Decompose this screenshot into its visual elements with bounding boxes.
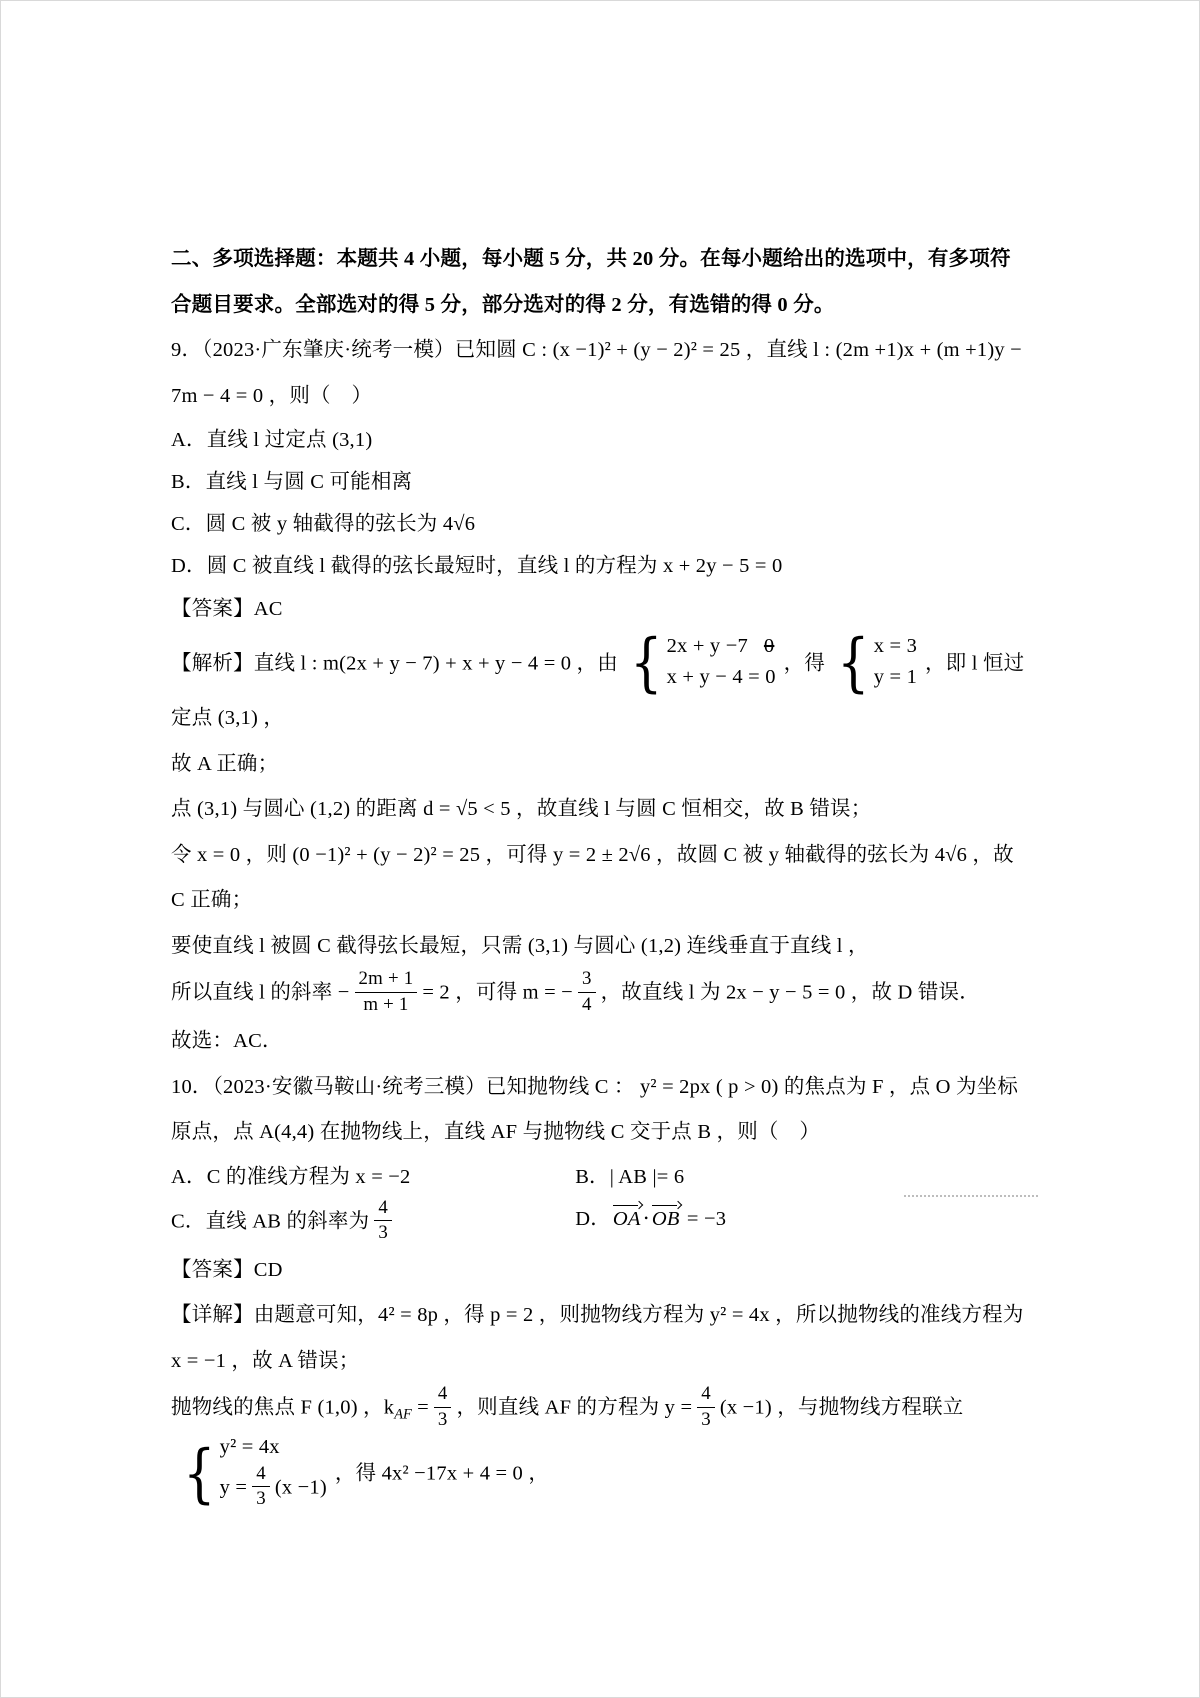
- q9-stem: 9．（2023·广东肇庆·统考一模）已知圆 C : (x −1)² + (y − 2)² = 25 ，直线 l : (2m +1)x + (m +1)y − 7m − 4 = 0 ，则（ ）: [171, 339, 1022, 407]
- q9-answer: 【答案】AC: [171, 598, 283, 621]
- text-run: 抛物线的焦点 F (1,0) ，k: [171, 1396, 395, 1419]
- system-equation: y = 1: [873, 666, 918, 689]
- system-equation: x + y − 4 = 0: [666, 666, 776, 689]
- text-run: = 2 ，可得 m = −: [422, 981, 573, 1004]
- fraction: $\frac{3}{4}$: [578, 967, 596, 1017]
- left-brace: {: [837, 624, 870, 699]
- equation-system: [179, 1432, 327, 1514]
- q10-answer: 【答案】CD: [171, 1258, 283, 1281]
- equation-system: [833, 624, 918, 699]
- left-brace: {: [630, 624, 663, 699]
- text-run: ，得: [783, 652, 826, 675]
- fraction: $\frac{4}{3}$: [434, 1382, 452, 1432]
- q10-options-row-2: [171, 1198, 1031, 1248]
- text-run: ，即 l 恒过定点 (3,1) ，: [171, 652, 1025, 730]
- q9-solution-line-3: 点 (3,1) 与圆心 (1,2) 的距离 d = √5 < 5 ，故直线 l 与圆 C 恒相交，故 B 错误；: [171, 798, 872, 821]
- fraction: $\frac{4}{3}$: [374, 1196, 392, 1246]
- q9-option-d: D．圆 C 被直线 l 截得的弦长最短时，直线 l 的方程为 x + 2y − 5 = 0: [171, 555, 783, 578]
- q10-option-b: B．| AB |= 6: [575, 1165, 685, 1188]
- q10-solution-line-3: [171, 1434, 1031, 1516]
- q10-solution-line-1: 【详解】由题意可知，4² = 8p ，得 p = 2 ，则抛物线方程为 y² = 4x ，所以抛物线的准线方程为 x = −1 ，故 A 错误；: [171, 1304, 1024, 1372]
- equation-system: [626, 624, 776, 699]
- text-run: =: [417, 1396, 429, 1419]
- q9-solution-line-1: [171, 624, 1031, 742]
- text-run: 所以直线 l 的斜率 −: [171, 981, 350, 1004]
- q9-option-a: A．直线 l 过定点 (3,1): [171, 429, 373, 451]
- q9-conclusion: 故选：AC．: [171, 1030, 283, 1053]
- system-equation: y = $\frac{4}{3}$ (x −1): [220, 1464, 327, 1514]
- q10-stem: 10．（2023·安徽马鞍山·统考三模）已知抛物线 C ： y² = 2px ( p > 0) 的焦点为 F ，点 O 为坐标原点，点 A(4,4) 在抛物线上，直线 AF 与抛物线 C 交于点 B ，则（ ）: [171, 1075, 1019, 1144]
- q9-solution-line-2: 故 A 正确；: [171, 752, 279, 775]
- q10-solution-line-2: [171, 1384, 1031, 1434]
- q10-option-a: A．C 的准线方程为 x = −2: [171, 1165, 411, 1188]
- vector-oa: OA: [612, 1207, 641, 1230]
- q9-solution-line-5: 要使直线 l 被圆 C 截得弦长最短，只需 (3,1) 与圆心 (1,2) 连线垂直于直线 l ，: [171, 934, 869, 957]
- system-equation: y² = 4x: [219, 1436, 280, 1459]
- text-run: ，则直线 AF 的方程为 y =: [456, 1396, 693, 1419]
- system-equation: x = 3: [873, 634, 918, 657]
- q9-option-b: B．直线 l 与圆 C 可能相离: [171, 471, 413, 494]
- left-brace: {: [183, 1435, 216, 1510]
- fraction: $\frac{2m + 1}{m + 1}$: [355, 967, 418, 1017]
- q9-solution-line-4: 令 x = 0 ，则 (0 −1)² + (y − 2)² = 25 ，可得 y = 2 ± 2√6 ，故圆 C 被 y 轴截得的弦长为 4√6 ，故 C 正确；: [171, 843, 1014, 912]
- section-instructions: 二、多项选择题：本题共 4 小题，每小题 5 分，共 20 分。在每小题给出的选项中，有多项符合题目要求。全部选对的得 5 分，部分选对的得 2 分，有选错的得 0 分。: [171, 248, 1011, 316]
- vector-ob: OB: [651, 1207, 680, 1230]
- q9-solution-line-6: [171, 969, 1031, 1019]
- fraction: $\frac{4}{3}$: [252, 1462, 270, 1512]
- q10-options-row-1: [171, 1156, 1031, 1198]
- text-run: ，得 4x² −17x + 4 = 0 ，: [334, 1462, 550, 1485]
- dashed-line-artifact: [904, 1195, 1038, 1197]
- subscript: AF: [394, 1406, 412, 1423]
- q9-option-c: C．圆 C 被 y 轴截得的弦长为 4√6: [171, 513, 476, 536]
- q10-option-d: D．OA⋅OB = −3: [575, 1207, 727, 1230]
- q10-option-c: C．直线 AB 的斜率为 $\frac{4}{3}$: [171, 1198, 575, 1248]
- system-equation: 2x + y −7 0: [666, 634, 775, 657]
- struck-zero: 0: [763, 634, 775, 657]
- text-run: (x −1) ，与抛物线方程联立: [719, 1396, 964, 1419]
- dot-operator: ⋅: [642, 1207, 650, 1230]
- fraction: $\frac{4}{3}$: [697, 1382, 715, 1432]
- text-run: 【解析】直线 l : m(2x + y − 7) + x + y − 4 = 0 ，由: [171, 652, 618, 675]
- text-run: ，故直线 l 为 2x − y − 5 = 0 ，故 D 错误．: [600, 981, 980, 1004]
